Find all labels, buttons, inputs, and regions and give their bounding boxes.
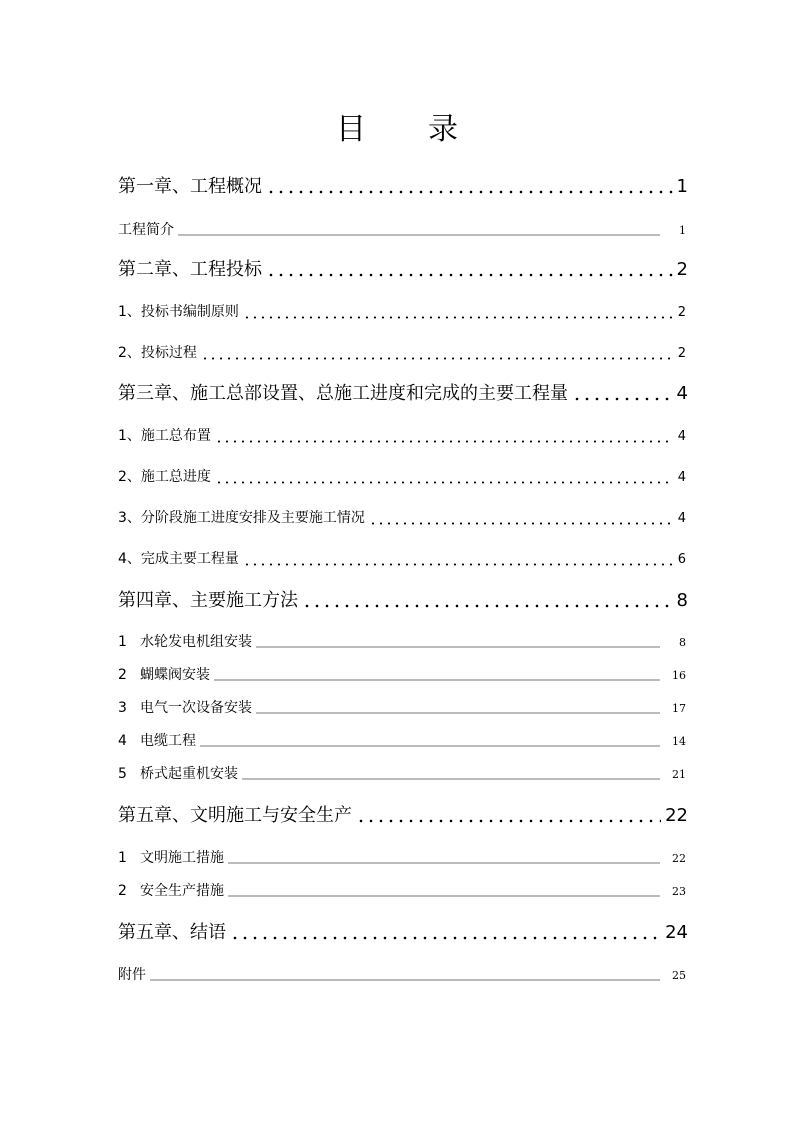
toc-entry-label: 第五章、结语 [118, 922, 226, 943]
toc-entry-label: 水轮发电机组安装 [140, 634, 252, 650]
toc-entry-page: 4 [677, 511, 686, 526]
toc-entry-number: 4 [118, 733, 127, 749]
toc-chapter-entry[interactable] [118, 174, 688, 200]
toc-entry-number: 2 [118, 667, 127, 683]
toc-entry-page: 14 [672, 735, 686, 748]
toc-section-entry[interactable] [118, 965, 686, 986]
toc-entry-label: 蝴蝶阀安装 [140, 667, 210, 683]
toc-section-entry[interactable] [118, 426, 686, 447]
dot-leader [302, 604, 673, 608]
toc-entry-page: 23 [672, 885, 686, 898]
toc-section-entry[interactable] [118, 302, 686, 323]
toc-entry-page: 2 [677, 346, 686, 361]
dot-leader [572, 397, 673, 401]
toc-entry-number: 5 [118, 766, 127, 782]
dot-leader [369, 522, 674, 525]
toc-section-entry[interactable] [118, 508, 686, 529]
toc-entry-page: 4 [677, 429, 686, 444]
toc-entry-page: 21 [672, 768, 686, 781]
dot-leader [201, 357, 674, 360]
toc-section-entry[interactable] [118, 343, 686, 364]
toc-title [0, 110, 794, 150]
toc-entry-number: 2 [118, 883, 127, 899]
toc-entry-number: 3 [118, 700, 127, 716]
toc-entry-label: 2、施工总进度 [118, 469, 211, 485]
toc-entry-label: 电缆工程 [140, 733, 196, 749]
toc-entry-label: 工程简介 [118, 222, 174, 238]
dot-leader [230, 936, 661, 940]
toc-entry-page: 6 [677, 552, 686, 567]
toc-entry-label: 第四章、主要施工方法 [118, 590, 298, 611]
toc-section-entry[interactable] [118, 698, 686, 719]
toc-entry-label: 4、完成主要工程量 [118, 551, 239, 567]
dot-leader [242, 778, 660, 780]
toc-entry-page: 2 [677, 305, 686, 320]
toc-chapter-entry[interactable] [118, 803, 688, 829]
dot-leader [266, 273, 673, 277]
toc-entry-label: 安全生产措施 [140, 883, 224, 899]
dot-leader [150, 979, 660, 981]
toc-entry-label: 附件 [118, 967, 146, 983]
dot-leader [356, 819, 661, 823]
dot-leader [178, 234, 660, 236]
dot-leader [215, 481, 674, 484]
dot-leader [228, 862, 660, 864]
toc-entry-page: 4 [677, 470, 686, 485]
toc-section-entry[interactable] [118, 764, 686, 785]
toc-entry-label: 3、分阶段施工进度安排及主要施工情况 [118, 510, 365, 526]
dot-leader [256, 712, 660, 714]
toc-entry-label: 第一章、工程概况 [118, 176, 262, 197]
dot-leader [200, 745, 660, 747]
toc-entry-label: 桥式起重机安装 [140, 766, 238, 782]
toc-entry-page: 17 [672, 702, 686, 715]
dot-leader [266, 190, 673, 194]
toc-entry-page: 24 [665, 922, 688, 943]
toc-section-entry[interactable] [118, 665, 686, 686]
toc-section-entry[interactable] [118, 881, 686, 902]
toc-entry-label: 1、施工总布置 [118, 428, 211, 444]
toc-entry-page: 2 [676, 259, 688, 280]
dot-leader [243, 316, 674, 319]
toc-chapter-entry[interactable] [118, 381, 688, 407]
toc-entry-label: 2、投标过程 [118, 345, 197, 361]
toc-entry-page: 22 [672, 852, 686, 865]
dot-leader [228, 895, 660, 897]
toc-entry-page: 22 [665, 805, 688, 826]
toc-entry-label: 电气一次设备安装 [140, 700, 252, 716]
toc-section-entry[interactable] [118, 632, 686, 653]
toc-entry-page: 16 [672, 669, 686, 682]
toc-entry-label: 第三章、施工总部设置、总施工进度和完成的主要工程量 [118, 383, 568, 404]
toc-entry-label: 1、投标书编制原则 [118, 304, 239, 320]
toc-section-entry[interactable] [118, 549, 686, 570]
dot-leader [243, 563, 674, 566]
toc-entry-page: 8 [676, 590, 688, 611]
dot-leader [214, 679, 660, 681]
toc-entry-label: 文明施工措施 [140, 850, 224, 866]
toc-entry-number: 1 [118, 634, 127, 650]
dot-leader [215, 440, 674, 443]
toc-section-entry[interactable] [118, 848, 686, 869]
toc-entry-page: 8 [679, 636, 686, 649]
toc-entry-page: 4 [676, 383, 688, 404]
toc-entry-page: 1 [679, 224, 686, 237]
toc-section-entry[interactable] [118, 467, 686, 488]
toc-chapter-entry[interactable] [118, 588, 688, 614]
toc-entry-page: 1 [676, 176, 688, 197]
toc-entry-number: 1 [118, 850, 127, 866]
toc-chapter-entry[interactable] [118, 920, 688, 946]
toc-entry-page: 25 [672, 969, 686, 982]
toc-chapter-entry[interactable] [118, 257, 688, 283]
toc-title-left: 目 [336, 112, 366, 147]
toc-section-entry[interactable] [118, 220, 686, 241]
toc-title-right: 录 [428, 112, 458, 147]
toc-entry-label: 第二章、工程投标 [118, 259, 262, 280]
toc-entry-label: 第五章、文明施工与安全生产 [118, 805, 352, 826]
toc-section-entry[interactable] [118, 731, 686, 752]
dot-leader [256, 646, 660, 648]
